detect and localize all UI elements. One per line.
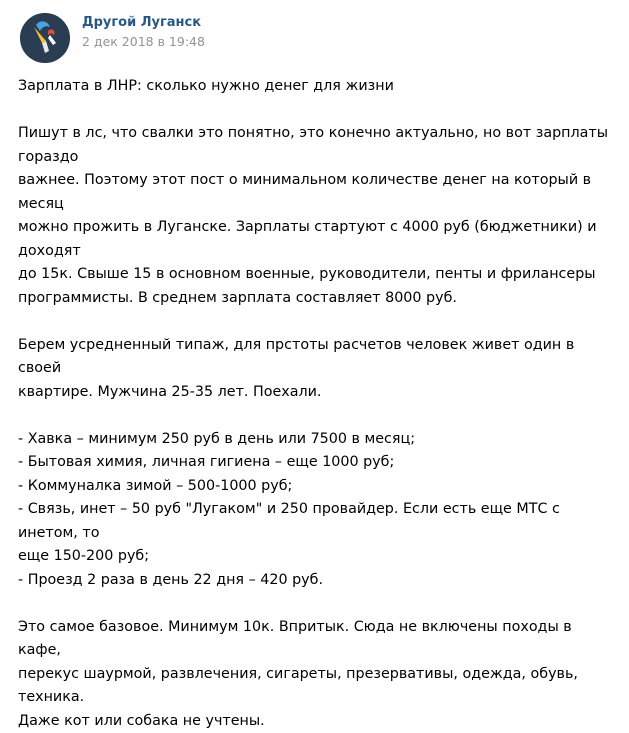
author-link[interactable]: Другой Луганск — [82, 14, 205, 31]
list-item: - Хавка – минимум 250 руб в день или 7500 в месяц; — [18, 428, 618, 452]
post-header — [20, 13, 205, 63]
list-item: - Связь, инет – 50 руб "Лугаком" и 250 провайдер. Если есть еще МТС с инетом, то — [18, 498, 618, 545]
list-item: еще 150-200 руб; — [18, 545, 618, 569]
text-line: Это самое базовое. Минимум 10к. Впритык. Сюда не включены походы в кафе, — [18, 616, 618, 663]
avatar[interactable] — [20, 13, 70, 63]
list-item: - Проезд 2 раза в день 22 дня – 420 руб. — [18, 569, 618, 593]
list-item: - Бытовая химия, личная гигиена – еще 1000 руб; — [18, 451, 618, 475]
text-line: можно прожить в Луганске. Зарплаты стартуют с 4000 руб (бюджетники) и доходят — [18, 216, 618, 263]
text-line: Берем усредненный типаж, для прстоты расчетов человек живет один в своей — [18, 334, 618, 381]
post-text — [18, 75, 618, 733]
text-line: программисты. В среднем зарплата составляет 8000 руб. — [18, 287, 618, 311]
text-line: квартире. Мужчина 25-35 лет. Поехали. — [18, 381, 618, 405]
text-line: важнее. Поэтому этот пост о минимальном количестве денег на который в месяц — [18, 169, 618, 216]
text-line: перекус шаурмой, развлечения, сигареты, презервативы, одежда, обувь, техника. — [18, 663, 618, 710]
post-title-line: Зарплата в ЛНР: сколько нужно денег для жизни — [18, 75, 618, 99]
text-line: Даже кот или собака не учтены. — [18, 710, 618, 733]
post-meta — [82, 13, 205, 50]
text-line: до 15к. Свыше 15 в основном военные, руководители, пенты и фрилансеры — [18, 263, 618, 287]
text-line: Пишут в лс, что свалки это понятно, это конечно актуально, но вот зарплаты гораздо — [18, 122, 618, 169]
torch-logo-icon — [20, 13, 70, 63]
list-item: - Коммуналка зимой – 500-1000 руб; — [18, 475, 618, 499]
post-date[interactable]: 2 дек 2018 в 19:48 — [82, 33, 205, 50]
